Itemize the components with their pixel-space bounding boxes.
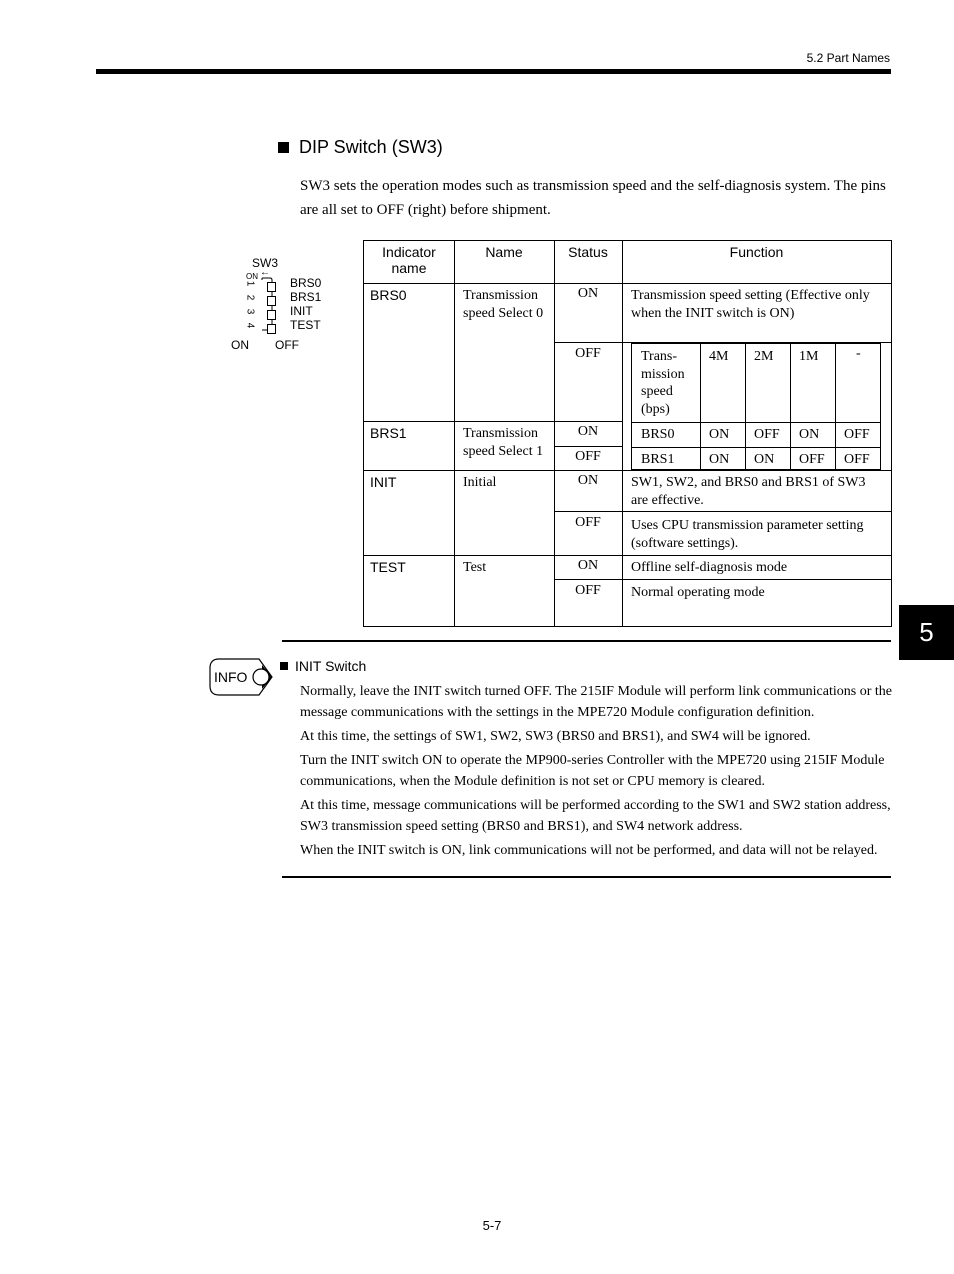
info-paragraph: Normally, leave the INIT switch turned OFF. The 215IF Module will perform link communications or the message communications with the settings in the MPE720 Module configuration definition.	[300, 684, 892, 720]
page-number: 5-7	[482, 1218, 502, 1233]
row-init-on-function: SW1, SW2, and BRS0 and BRS1 of SW3 are effective.	[631, 475, 866, 508]
row-brs1-name: Transmission speed Select 1	[463, 426, 544, 459]
speed-row-brs0-label: BRS0	[641, 427, 675, 442]
pin-name-test: TEST	[290, 318, 321, 332]
speed-cell: OFF	[844, 452, 870, 467]
row-brs0-on-function: Transmission speed setting (Effective only when the INIT switch is ON)	[631, 288, 870, 321]
on-side-label: ON	[231, 338, 249, 352]
chapter-tab: 5	[899, 605, 954, 660]
header-section-title: 5.2 Part Names	[806, 51, 890, 65]
pin-name-brs0: BRS0	[290, 276, 322, 290]
sw3-diagram	[228, 254, 348, 358]
row-brs1-indicator: BRS1	[370, 425, 407, 441]
speed-cell: OFF	[844, 427, 870, 442]
pin-name-brs1: BRS1	[290, 290, 322, 304]
row-brs1-on-status: ON	[577, 424, 599, 439]
switch-key-3	[267, 310, 276, 320]
speed-cell: ON	[709, 427, 730, 442]
header-status: Status	[568, 244, 608, 260]
dip-switch-body	[244, 267, 286, 332]
info-bottom-rule	[282, 876, 891, 878]
speed-head-1m: 1M	[799, 349, 819, 364]
info-top-rule	[282, 640, 891, 642]
info-paragraph: At this time, message communications will be performed according to the SW1 and SW2 station address, SW3 transmission speed setting (BRS0 and BRS1), and SW4 network address.	[300, 798, 891, 834]
info-paragraph: Turn the INIT switch ON to operate the MP900-series Controller with the MPE720 using 215IF Module communications, when the Module definition is not set or CPU memory is cleared.	[300, 753, 885, 789]
speed-cell: ON	[709, 452, 730, 467]
row-test-on-function: Offline self-diagnosis mode	[631, 560, 788, 575]
header-indicator-name: Indicator name	[382, 244, 436, 276]
row-init-off-status: OFF	[575, 515, 601, 530]
switch-key-4	[267, 324, 276, 334]
speed-head-2m: 2M	[754, 349, 774, 364]
info-icon-label: INFO	[214, 669, 248, 685]
section-title: DIP Switch (SW3)	[299, 137, 443, 157]
pin-number: 2	[244, 294, 256, 301]
header-rule	[96, 69, 891, 74]
speed-head-4m: 4M	[709, 349, 729, 364]
row-brs0-off-status: OFF	[575, 346, 601, 361]
switch-key-1	[267, 282, 276, 292]
row-test-off-function: Normal operating mode	[631, 585, 765, 600]
transmission-speed-table	[631, 343, 881, 470]
header-name: Name	[485, 244, 523, 260]
section-heading	[278, 137, 443, 158]
row-init-name: Initial	[463, 475, 497, 490]
info-icon	[209, 658, 275, 696]
info-paragraph: At this time, the settings of SW1, SW2, SW3 (BRS0 and BRS1), and SW4 will be ignored.	[300, 729, 811, 744]
sw3-label: SW3	[252, 256, 279, 270]
speed-row-brs1-label: BRS1	[641, 452, 675, 467]
page-header	[0, 0, 954, 80]
row-test-name: Test	[463, 560, 487, 575]
pin-number: 3	[244, 308, 256, 315]
pin-number: 4	[244, 322, 256, 329]
pin-name-init: INIT	[290, 304, 313, 318]
info-paragraph: When the INIT switch is ON, link communications will not be performed, and data will not be relayed.	[300, 843, 878, 858]
speed-cell: ON	[799, 427, 820, 442]
row-test-off-status: OFF	[575, 583, 601, 598]
off-side-label: OFF	[275, 338, 299, 352]
switch-key-2	[267, 296, 276, 306]
row-init-off-function: Uses CPU transmission parameter setting (software settings).	[631, 518, 864, 551]
row-test-indicator: TEST	[370, 559, 406, 575]
speed-cell: OFF	[799, 452, 825, 467]
row-brs0-indicator: BRS0	[370, 287, 407, 303]
pin-number: 1	[244, 280, 256, 287]
switch-on-marker: ON	[246, 272, 258, 281]
row-brs1-off-status: OFF	[575, 449, 601, 464]
intro-paragraph: SW3 sets the operation modes such as transmission speed and the self-diagnosis system. The pins are all set to OFF (right) before shipment.	[300, 178, 886, 218]
row-brs0-on-status: ON	[577, 286, 599, 301]
row-init-indicator: INIT	[370, 474, 397, 490]
row-init-on-status: ON	[577, 473, 599, 488]
row-test-on-status: ON	[577, 558, 599, 573]
sw3-settings-table	[363, 240, 892, 627]
info-square-bullet-icon	[280, 662, 288, 670]
speed-cell: OFF	[754, 427, 780, 442]
left-arrow-icon: ←	[260, 267, 270, 278]
info-title	[280, 658, 366, 674]
info-title-text: INIT Switch	[295, 658, 367, 674]
speed-head-label: Trans-mission speed (bps)	[641, 349, 685, 417]
speed-cell: ON	[754, 452, 775, 467]
header-function: Function	[729, 244, 784, 260]
speed-head-dash: -	[856, 346, 861, 361]
row-brs0-name: Transmission speed Select 0	[463, 288, 544, 321]
heading-square-bullet-icon	[278, 142, 289, 153]
